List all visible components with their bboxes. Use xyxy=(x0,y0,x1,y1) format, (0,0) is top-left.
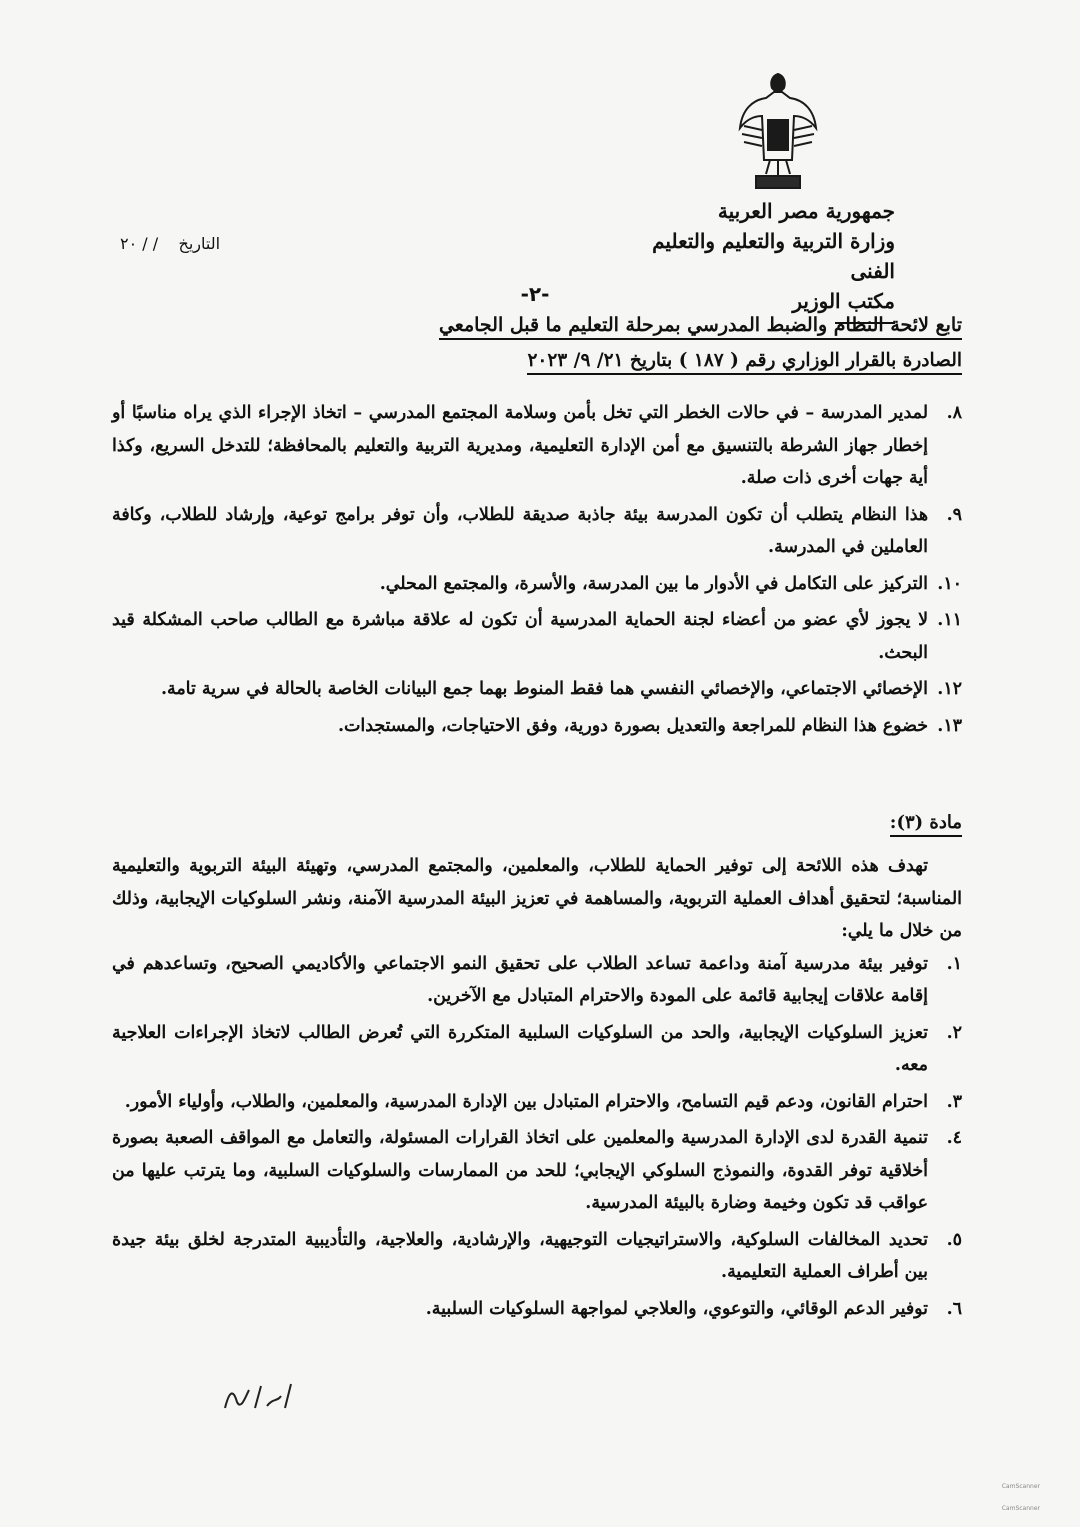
list-item: ٣. احترام القانون، ودعم قيم التسامح، والاحترام المتبادل بين الإدارة المدرسية، والمعلمين، والطلاب، وأولياء الأمور. xyxy=(124,1091,962,1112)
list-item: ٥. تحديد المخالفات السلوكية، والاستراتيجيات التوجيهية، والإرشادية، والعلاجية، والتأديبية المتدرجة لخلق بيئة جيدة بين أطراف العملية التعليمية. xyxy=(112,1229,962,1282)
scanner-watermark-2: CamScanner xyxy=(1001,1505,1040,1512)
article-intro: تهدف هذه اللائحة إلى توفير الحماية للطلاب، والمعلمين، والمجتمع المدرسي، وتهيئة البيئة التربوية والتعليمية المناسبة؛ لتحقيق أهداف العملية التربوية، والمساهمة في تعزيز البيئة المدرسية الآمنة، ونشر السلوكيات الإيجابية، وذلك من خلال ما يلي: xyxy=(112,856,962,941)
ministry-header xyxy=(635,196,895,324)
title-text-1: تابع لائحة النظام والضبط المدرسي بمرحلة التعليم ما قبل الجامعي xyxy=(439,314,962,340)
title-text-2: الصادرة بالقرار الوزاري رقم ( ١٨٧ ) بتاريخ ٢١/ ٩/ ٢٠٢٣ xyxy=(527,350,962,375)
article-body xyxy=(112,850,962,1325)
country-name: جمهورية مصر العربية xyxy=(717,199,895,223)
list-item: ١٢. الإخصائي الاجتماعي، والإخصائي النفسي هما فقط المنوط بهما جمع البيانات الخاصة بالحالة في سرية تامة. xyxy=(160,679,962,699)
scanner-watermark-1: CamScanner xyxy=(1001,1483,1040,1490)
list-item: ٩. هذا النظام يتطلب أن تكون المدرسة بيئة جاذبة صديقة للطلاب، وأن توفر برامج توعية، وإرشاد للطلاب، وكافة العاملين في المدرسة. xyxy=(112,504,962,557)
list-item: ١٣. خضوع هذا النظام للمراجعة والتعديل بصورة دورية، وفق الاحتياجات، والمستجدات. xyxy=(337,715,962,736)
date-label: التاريخ xyxy=(178,234,221,253)
list-item: ٤. تنمية القدرة لدى الإدارة المدرسية والمعلمين على اتخاذ القرارات المسئولة، والتعامل مع المواقف الصعبة بصورة أخلاقية توفر القدوة، والنموذج السلوكي الإيجابي؛ للحد من الممارسات والسلوكيات السلبية، وما يترتب عليها من عواقب قد تكون وخيمة وضارة بالبيئة المدرسية. xyxy=(112,1128,962,1213)
items-list-a xyxy=(112,397,962,742)
list-item: ٨. لمدير المدرسة – في حالات الخطر التي تخل بأمن وسلامة المجتمع المدرسي – اتخاذ الإجراء الذي يراه مناسبًا أو إخطار جهاز الشرطة بالتنسيق مع أمن الإدارة التعليمية، ومديرية التربية والتعليم بالمحافظة؛ للتدخل السريع، وكذا أية جهات أخرى ذات صلة. xyxy=(112,403,962,488)
title-line-2 xyxy=(112,350,962,371)
date-line xyxy=(120,234,350,253)
handwritten-initials-icon xyxy=(215,1378,305,1418)
list-item: ٦. توفير الدعم الوقائي، والتوعوي، والعلاجي لمواجهة السلوكيات السلبية. xyxy=(425,1298,962,1319)
date-value: / / ٢٠ xyxy=(120,234,159,253)
list-item: ١١. لا يجوز لأي عضو من أعضاء لجنة الحماية المدرسية أن تكون له علاقة مباشرة مع الطالب صاحب المشكلة قيد البحث. xyxy=(112,610,962,663)
list-item: ١. توفير بيئة مدرسية آمنة وداعمة تساعد الطلاب على تحقيق النمو الاجتماعي والأكاديمي الصحيح، وتساعدهم في إقامة علاقات إيجابية قائمة على المودة والاحترام المتبادل مع الآخرين. xyxy=(112,953,962,1006)
eagle-emblem-icon xyxy=(736,70,820,194)
list-item: ١٠. التركيز على التكامل في الأدوار ما بين المدرسة، والأسرة، والمجتمع المحلي. xyxy=(379,573,962,594)
ministry-name: وزارة التربية والتعليم والتعليم الفنى xyxy=(652,229,895,283)
title-line-1 xyxy=(112,314,962,336)
page-number: -٢- xyxy=(520,282,550,306)
list-item: ٢. تعزيز السلوكيات الإيجابية، والحد من السلوكيات السلبية المتكررة التي تُعرض الطالب لاتخاذ الإجراءات العلاجية معه. xyxy=(112,1022,962,1075)
office-name: مكتب الوزير xyxy=(792,289,895,313)
article-label: مادة (٣): xyxy=(890,812,962,833)
